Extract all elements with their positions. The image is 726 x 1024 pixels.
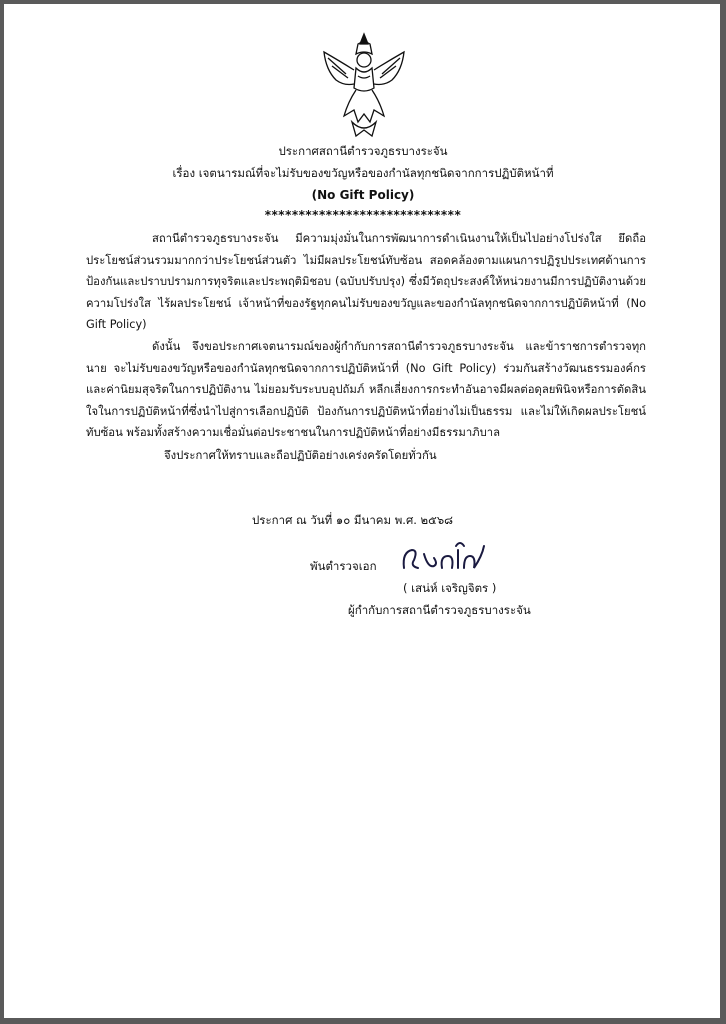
- announcement-title: ประกาศสถานีตำรวจภูธรบางระจัน: [278, 144, 448, 158]
- signer-position: ผู้กำกับการสถานีตำรวจภูธรบางระจัน: [348, 603, 531, 617]
- policy-name: (No Gift Policy): [311, 188, 415, 202]
- paragraph-3: จึงประกาศให้ทราบและถือปฏิบัติอย่างเคร่งครัดโดยทั่วกัน: [164, 448, 437, 462]
- separator-line: *****************************: [264, 208, 462, 222]
- paragraph-1: สถานีตำรวจภูธรบางระจัน มีความมุ่งมั่นในการพัฒนาการดำเนินงานให้เป็นไปอย่างโปร่งใส ยึดถือประโยชน์ส่วนรวมมากกว่าประโยชน์ส่วนตัว ไม่มีผลประโยชน์ทับซ้อน สอดคล้องตามแผนการปฏิรูปประเทศด้านการป้องกันและปราบปรามการทุจริตและประพฤติมิชอบ (ฉบับปรับปรุง) ซึ่งมีวัตถุประสงค์ให้หน่วยงานมีการปฏิบัติงานด้วยความโปร่งใส ไร้ผลประโยชน์ เจ้าหน้าที่ของรัฐทุกคนไม่รับของขวัญและของกำนัลทุกชนิดจากการปฏิบัติหน้าที่ (No Gift Policy): [86, 232, 646, 332]
- signer-rank: พันตำรวจเอก: [310, 559, 377, 573]
- garuda-emblem: [318, 30, 410, 142]
- announcement-body: [86, 228, 646, 467]
- announcement-date: ประกาศ ณ วันที่ ๑๐ มีนาคม พ.ศ. ๒๕๖๘: [252, 513, 454, 527]
- signer-name: ( เสน่ห์ เจริญจิตร ): [403, 581, 497, 595]
- handwritten-signature: [398, 538, 488, 578]
- subject-line: เรื่อง เจตนารมณ์ที่จะไม่รับของขวัญหรือของกำนัลทุกชนิดจากการปฏิบัติหน้าที่: [172, 166, 554, 180]
- paragraph-2: ดังนั้น จึงขอประกาศเจตนารมณ์ของผู้กำกับการสถานีตำรวจภูธรบางระจัน และข้าราชการตำรวจทุกนาย จะไม่รับของขวัญหรือของกำนัลทุกชนิดจากการปฏิบัติหน้าที่ (No Gift Policy) ร่วมกันสร้างวัฒนธรรมองค์กรและค่านิยมสุจริตในการปฏิบัติงาน ไม่ยอมรับระบบอุปถัมภ์ หลีกเลี่ยงการกระทำอันอาจมีผลต่อดุลยพินิจหรือการตัดสินใจในการปฏิบัติหน้าที่ซึ่งนำไปสู่การเลือกปฏิบัติ ป้องกันการปฏิบัติหน้าที่อย่างไม่เป็นธรรม และไม่ให้เกิดผลประโยชน์ทับซ้อน พร้อมทั้งสร้างความเชื่อมั่นต่อประชาชนในการปฏิบัติหน้าที่อย่างมีธรรมาภิบาล: [86, 339, 646, 440]
